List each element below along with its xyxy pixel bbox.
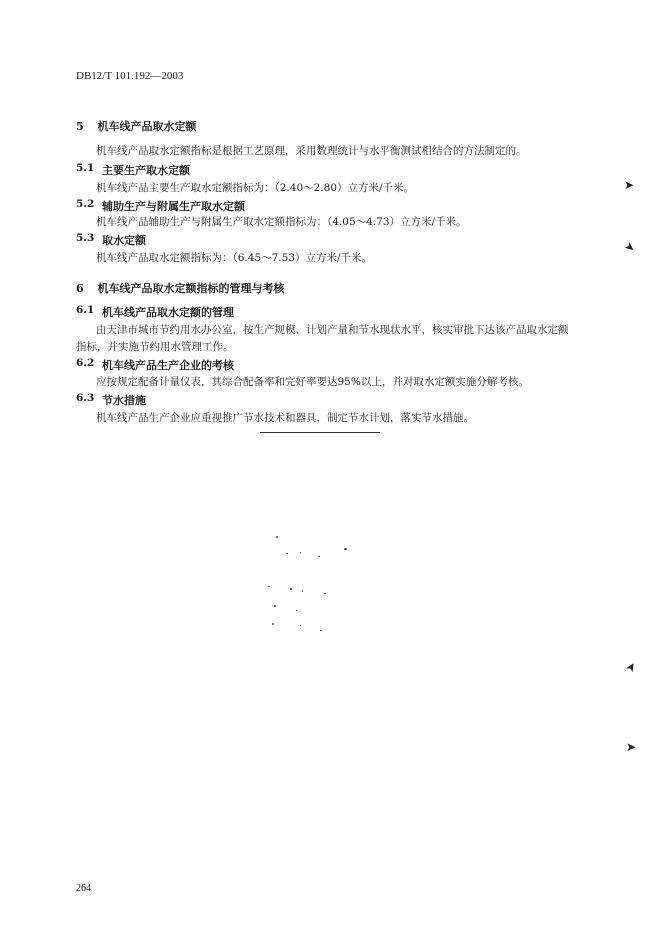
page-number: 264 [76,883,91,894]
section-5-heading [76,118,197,134]
clause-5-1-title: 主要生产取水定额 [102,164,190,177]
clause-6-1-number: 6.1 [76,304,95,316]
arrow-mark-icon: ➤ [626,740,637,754]
clause-5-2-text: 机车线产品辅助生产与附属生产取水定额指标为：（4.05～4.73）立方米/千米。 [96,216,467,228]
clause-5-3-text: 机车线产品取水定额指标为：（6.45～7.53）立方米/千米。 [96,252,373,264]
clause-6-1-title: 机车线产品取水定额的管理 [102,306,234,319]
clause-6-3-number: 6.3 [76,392,95,404]
section-title: 机车线产品取水定额指标的管理与考核 [97,282,285,295]
clause-5-1-text: 机车线产品主要生产取水定额指标为：（2.40～2.80）立方米/千米。 [96,182,415,194]
clause-6-1-text-line1: 由天津市城市节约用水办公室，按生产规模、计划产量和节水现状水平，核实审批下达该产品取水定额 [96,324,569,336]
clause-6-2-title: 机车线产品生产企业的考核 [102,359,234,372]
clause-6-2-text: 应按规定配备计量仪表，其综合配备率和完好率要达95%以上，并对取水定额实施分解考核。 [96,376,529,388]
section-number: 5 [76,120,84,133]
section-5-intro: 机车线产品取水定额指标是根据工艺原理，采用数理统计与水平衡测试相结合的方法制定的。 [96,145,527,157]
clause-5-1-number: 5.1 [76,162,95,174]
clause-5-3-number: 5.3 [76,232,95,244]
clause-6-3-title: 节水措施 [102,394,146,407]
arrow-mark-icon: ➤ [621,238,639,256]
section-title: 机车线产品取水定额 [97,120,197,133]
clause-5-2-number: 5.2 [76,198,95,210]
clause-6-2-number: 6.2 [76,357,95,369]
document-id: DB12/T 101.192—2003 [76,70,184,82]
clause-6-1-text-line2: 指标，并实施节约用水管理工作。 [76,341,234,353]
clause-5-2-title: 辅助生产与附属生产取水定额 [102,200,245,213]
clause-6-3-text: 机车线产品生产企业应重视推广节水技术和器具，制定节水计划，落实节水措施。 [96,412,474,424]
section-6-heading [76,280,285,296]
arrow-mark-icon: ➤ [622,659,640,675]
section-number: 6 [76,282,84,295]
end-rule [260,432,380,433]
clause-5-3-title: 取水定额 [102,234,146,247]
arrow-mark-icon: ➤ [624,178,635,192]
